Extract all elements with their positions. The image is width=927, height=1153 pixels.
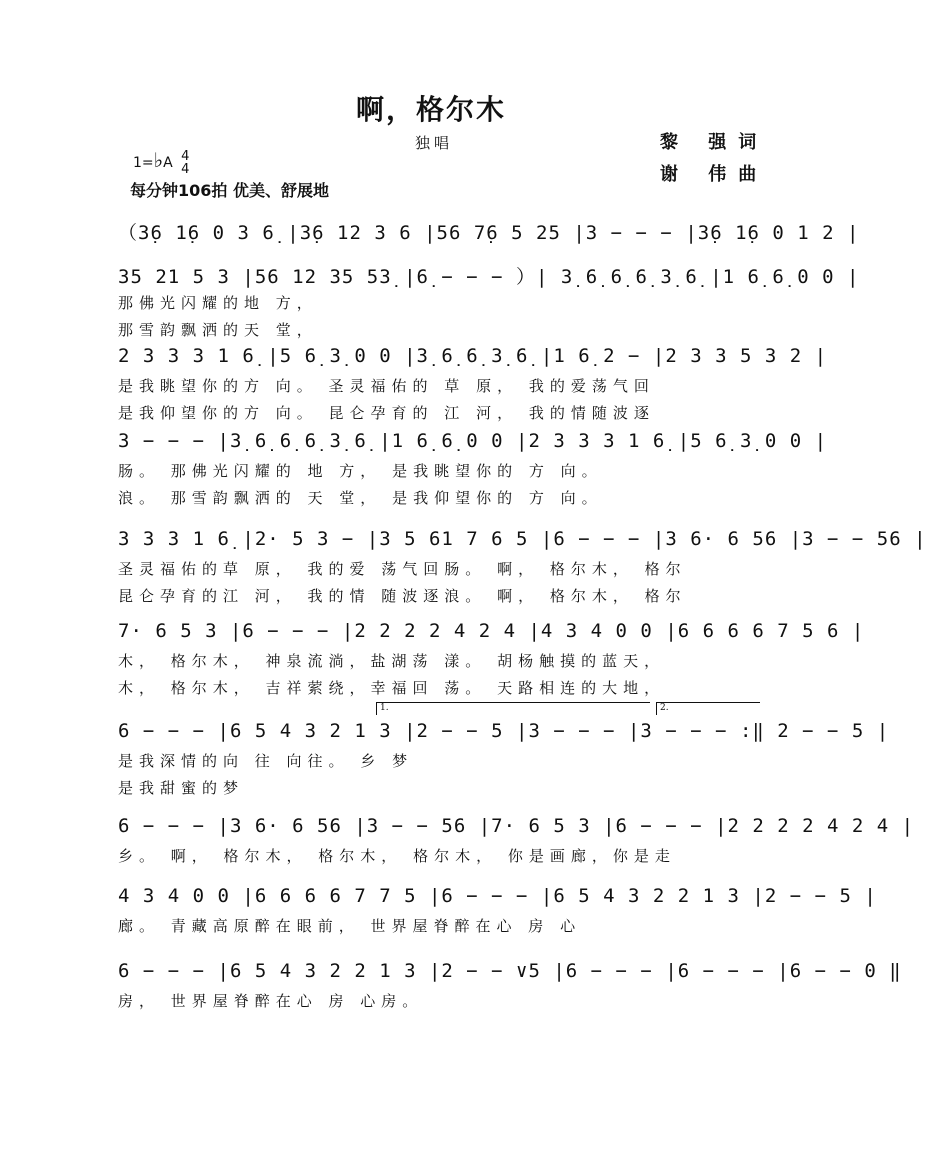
meter-bottom: 4	[181, 162, 190, 177]
notation-line: 3 3 3 1 6̣ |2· 5 3 − |3 5 61 7 6 5 |6 − − − |3 6· 6 56 |3 − − 56 |	[118, 528, 927, 550]
notation-line: 4 3 4 0 0 |6 6 6 6 7 7 5 |6 − − − |6 5 4 3 2 2 1 3 |2 − − 5 |	[118, 885, 877, 907]
lyric-line: 是我仰望你的方 向。 昆仑孕育的 江 河， 我的情随波逐	[118, 404, 655, 422]
lyric-line: 木， 格尔木， 吉祥萦绕，幸福回 荡。 天路相连的大地，	[118, 679, 666, 697]
key-prefix: 1=	[133, 155, 154, 171]
lyric-line: 肠。 那佛光闪耀的 地 方， 是我眺望你的 方 向。	[118, 462, 603, 480]
lyric-line: 那雪韵飘洒的天 堂，	[118, 321, 318, 339]
notation-line: 6 − − − |3 6· 6 56 |3 − − 56 |7· 6 5 3 |6 − − − |2 2 2 2 4 2 4 |	[118, 815, 915, 837]
notation-line: 2 3 3 3 1 6̣ |5 6̣ 3̣ 0 0 |3̣ 6̣ 6̣ 3̣ 6̣ |1 6̣ 2 − |2 3 3 5 3 2 |	[118, 345, 828, 367]
key-signature	[133, 148, 189, 176]
notation-line: 6 − − − |6 5 4 3 2 2 1 3 |2 − − ∨5 |6 − − − |6 − − − |6 − − 0 ‖	[118, 960, 902, 982]
lyric-line: 是我眺望你的方 向。 圣灵福佑的 草 原， 我的爱荡气回	[118, 377, 655, 395]
lyric-line: 圣灵福佑的草 原， 我的爱 荡气回肠。 啊， 格尔木， 格尔	[118, 560, 687, 578]
time-signature	[181, 150, 189, 176]
lyric-line: 房， 世界屋脊醉在心 房 心房。	[118, 992, 424, 1010]
notation-line: 35 21 5 3 |56 12 35 53̣ |6̣ − − − ）| 3̣ 6̣ 6̣ 6̣ 3̣ 6̣ |1 6̣ 6̣ 0 0 |	[118, 266, 860, 288]
volta-first-ending: 1.	[376, 702, 650, 715]
volta-second-ending: 2.	[656, 702, 760, 715]
notation-line: 6 − − − |6 5 4 3 2 1 3 |2 − − 5 |3 − − − |3 − − − :‖ 2 − − 5 |	[118, 720, 890, 742]
lyric-line: 浪。 那雪韵飘洒的 天 堂， 是我仰望你的 方 向。	[118, 489, 603, 507]
composer-credit: 谢 伟曲	[660, 164, 769, 185]
lyricist-credit: 黎 强词	[660, 132, 769, 153]
meter-top: 4	[181, 149, 190, 164]
lyric-line: 木， 格尔木， 神泉流淌，盐湖荡 漾。 胡杨触摸的蓝天，	[118, 652, 666, 670]
notation-line: 7· 6 5 3 |6 − − − |2 2 2 2 4 2 4 |4 3 4 0 0 |6 6 6 6 7 5 6 |	[118, 620, 865, 642]
lyric-line: 是我甜蜜的梦	[118, 779, 245, 797]
performance-type: 独唱	[415, 134, 454, 152]
lyric-line: 那佛光闪耀的地 方，	[118, 294, 318, 312]
lyric-line: 是我深情的向 往 向往。 乡 梦	[118, 752, 414, 770]
lyric-line: 昆仑孕育的江 河， 我的情 随波逐浪。 啊， 格尔木， 格尔	[118, 587, 687, 605]
notation-line: （3̣6 1̣6 0 3 6̣ |3̣6 12 3 6 |56 7̣6 5 25 |3 − − − |3̣6 1̣6 0 1 2 |	[118, 222, 860, 244]
key-letter: A	[163, 155, 173, 171]
flat-icon: ♭	[153, 148, 164, 172]
song-title: 啊，格尔木	[355, 93, 506, 126]
lyric-line: 乡。 啊， 格尔木， 格尔木， 格尔木， 你是画廊，你是走	[118, 847, 676, 865]
tempo-marking: 每分钟106拍 优美、舒展地	[130, 181, 329, 200]
lyric-line: 廊。 青藏高原醉在眼前， 世界屋脊醉在心 房 心	[118, 917, 582, 935]
notation-line: 3 − − − |3̣ 6̣ 6̣ 6̣ 3̣ 6̣ |1 6̣ 6̣ 0 0 |2 3 3 3 1 6̣ |5 6̣ 3̣ 0 0 |	[118, 430, 828, 452]
